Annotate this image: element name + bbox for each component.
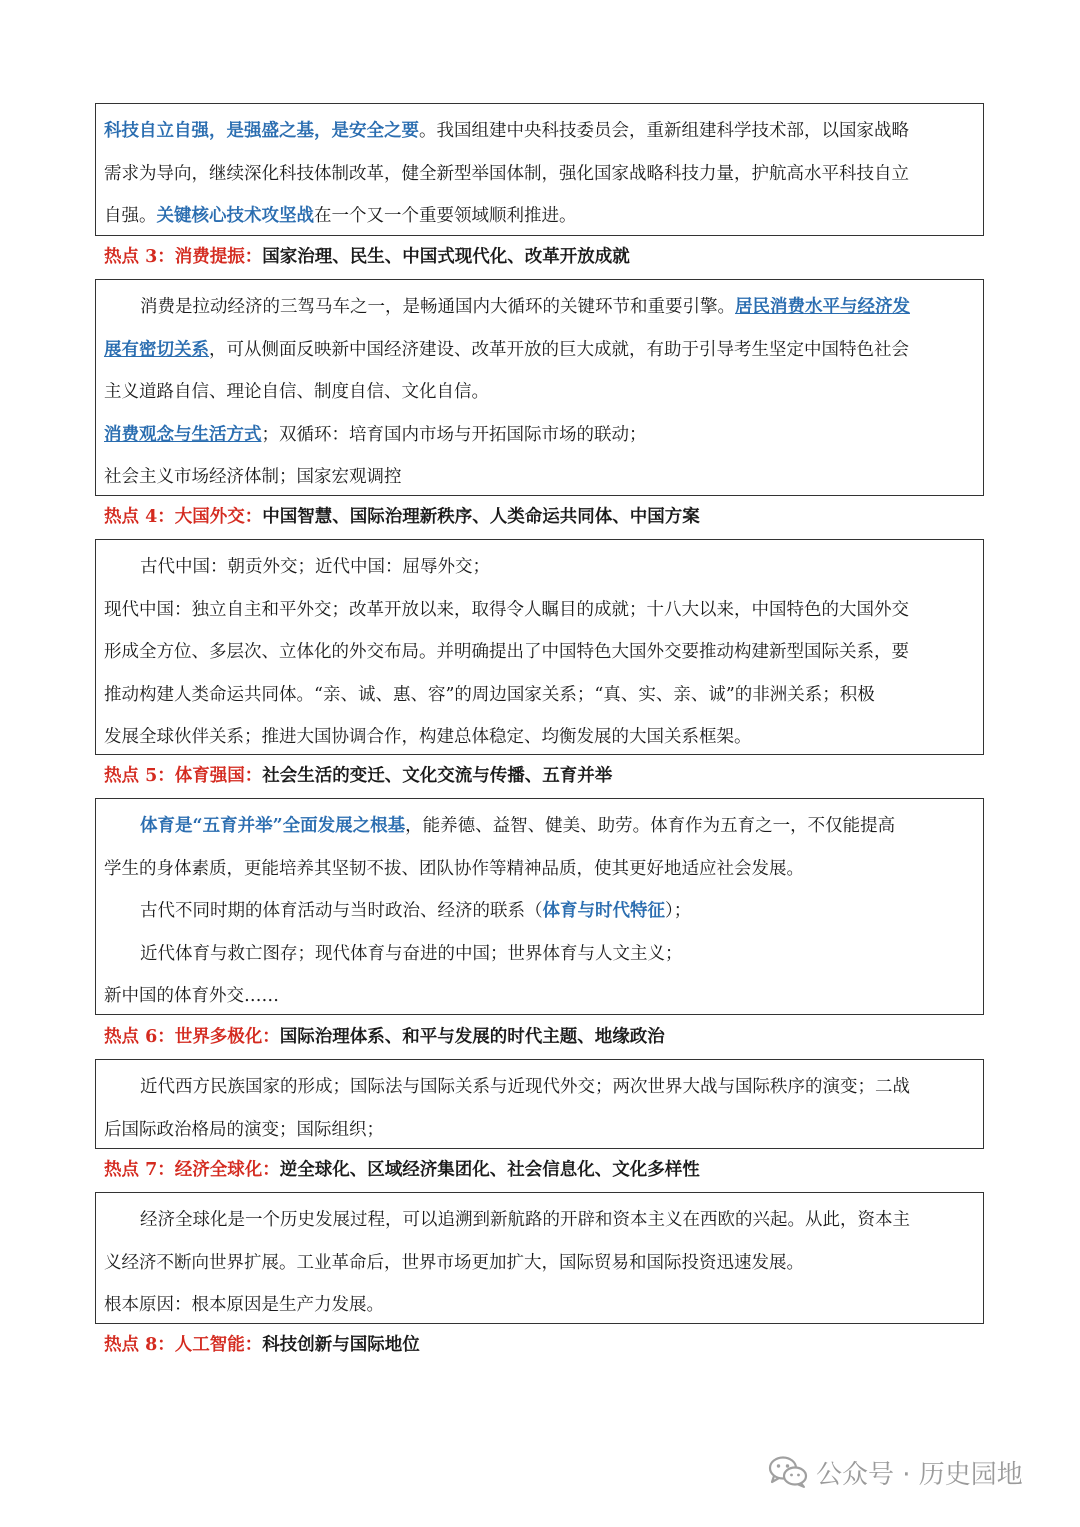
diplomacy-section-box xyxy=(95,539,984,755)
body-text: ）； xyxy=(665,901,692,921)
text-line: 形成全方位、多层次、立体化的外交布局。并明确提出了中国特色大国外交要推动构建新型国际关系，要 xyxy=(104,642,909,662)
text-line: 经济全球化是一个历史发展过程，可以追溯到新航路的开辟和资本主义在西欧的兴起。从此，资本主 xyxy=(140,1210,910,1230)
hotspot-label: 热点 3：消费提振： xyxy=(104,247,263,267)
body-text: 古代不同时期的体育活动与当时政治、经济的联系（ xyxy=(140,901,543,921)
body-text: 在一个又一个重要领域顺利推进。 xyxy=(314,206,577,226)
hotspot-topics: 国际治理体系、和平与发展的时代主题、地缘政治 xyxy=(279,1027,665,1047)
hotspot-topics: 逆全球化、区域经济集团化、社会信息化、文化多样性 xyxy=(279,1160,700,1180)
hotspot-label: 热点 5：体育强国： xyxy=(104,766,263,786)
keyword-highlight: 体育是“五育并举”全面发展之根基 xyxy=(140,816,406,836)
sports-section-box xyxy=(95,798,984,1015)
text-line xyxy=(104,805,975,848)
hotspot-topics: 国家治理、民生、中国式现代化、改革开放成就 xyxy=(262,247,630,267)
text-line: 主义道路自信、理论自信、制度自信、文化自信。 xyxy=(104,382,489,402)
text-line: 义经济不断向世界扩展。工业革命后，世界市场更加扩大，国际贸易和国际投资迅速发展。 xyxy=(104,1252,804,1273)
text-line: 近代体育与救亡图存；现代体育与奋进的中国；世界体育与人文主义； xyxy=(140,943,683,964)
text-line: 后国际政治格局的演变；国际组织； xyxy=(104,1119,384,1140)
body-text: ，可从侧面反映新中国经济建设、改革开放的巨大成就，有助于引导考生坚定中国特色社会 xyxy=(209,339,909,360)
text-line xyxy=(104,890,975,933)
text-line xyxy=(104,195,975,238)
hotspot-label: 热点 8：人工智能： xyxy=(104,1335,263,1355)
text-line xyxy=(104,110,975,153)
tech-section-box xyxy=(95,103,984,236)
hotspot-8-heading xyxy=(104,1332,420,1358)
hotspot-label: 热点 6：世界多极化： xyxy=(104,1027,280,1047)
text-line: 古代中国：朝贡外交；近代中国：屈辱外交； xyxy=(140,557,490,577)
text-line: 学生的身体素质，更能培养其坚韧不拔、团队协作等精神品质，使其更好地适应社会发展。 xyxy=(104,858,804,879)
keyword-link[interactable]: 居民消费水平与经济发 xyxy=(735,297,910,317)
multipolarity-section-box xyxy=(95,1059,984,1149)
hotspot-label: 热点 7：经济全球化： xyxy=(104,1160,280,1180)
hotspot-label: 热点 4：大国外交： xyxy=(104,507,263,527)
text-line xyxy=(104,286,975,329)
hotspot-topics: 中国智慧、国际治理新秩序、人类命运共同体、中国方案 xyxy=(262,507,700,527)
body-text: 消费是拉动经济的三驾马车之一，是畅通国内大循环的关键环节和重要引擎。 xyxy=(140,297,735,317)
text-line: 近代西方民族国家的形成；国际法与国际关系与近现代外交；两次世界大战与国际秩序的演变；二战 xyxy=(140,1077,910,1097)
keyword-highlight: 关键核心技术攻坚战 xyxy=(156,206,314,226)
text-line xyxy=(104,414,975,457)
hotspot-3-heading xyxy=(104,244,630,270)
watermark xyxy=(768,1448,1023,1496)
wechat-icon xyxy=(768,1455,808,1489)
text-line xyxy=(104,329,975,372)
keyword-link[interactable]: 消费观念与生活方式 xyxy=(104,424,262,445)
text-line: 根本原因：根本原因是生产力发展。 xyxy=(104,1295,384,1315)
hotspot-4-heading xyxy=(104,504,700,530)
text-line: 推动构建人类命运共同体。“亲、诚、惠、容”的周边国家关系；“真、实、亲、诚”的非洲关系；积极 xyxy=(104,684,875,705)
keyword-highlight: 科技自立自强，是强盛之基，是安全之要 xyxy=(104,121,419,141)
hotspot-6-heading xyxy=(104,1024,665,1050)
body-text: 。我国组建中央科技委员会，重新组建科学技术部，以国家战略 xyxy=(419,121,909,141)
body-text: 自强。 xyxy=(104,206,157,226)
watermark-text: 公众号 · 历史园地 xyxy=(816,1459,1023,1490)
body-text: ，能养德、益智、健美、助劳。体育作为五育之一，不仅能提高 xyxy=(405,816,896,836)
keyword-link[interactable]: 展有密切关系 xyxy=(104,339,209,360)
text-line: 新中国的体育外交…… xyxy=(104,986,279,1006)
text-line: 需求为导向，继续深化科技体制改革，健全新型举国体制，强化国家战略科技力量，护航高水平科技自立 xyxy=(104,163,909,184)
consumption-section-box xyxy=(95,279,984,496)
hotspot-5-heading xyxy=(104,763,612,789)
text-line: 发展全球伙伴关系；推进大国协调合作，构建总体稳定、均衡发展的大国关系框架。 xyxy=(104,727,752,747)
text-line: 社会主义市场经济体制；国家宏观调控 xyxy=(104,467,402,487)
globalization-section-box xyxy=(95,1192,984,1324)
text-line: 现代中国：独立自主和平外交；改革开放以来，取得令人瞩目的成就；十八大以来，中国特色的大国外交 xyxy=(104,599,909,620)
keyword-highlight: 体育与时代特征 xyxy=(542,901,665,921)
hotspot-topics: 科技创新与国际地位 xyxy=(262,1335,420,1355)
hotspot-7-heading xyxy=(104,1157,700,1183)
body-text: ；双循环：培育国内市场与开拓国际市场的联动； xyxy=(261,424,647,445)
hotspot-topics: 社会生活的变迁、文化交流与传播、五育并举 xyxy=(262,766,613,786)
